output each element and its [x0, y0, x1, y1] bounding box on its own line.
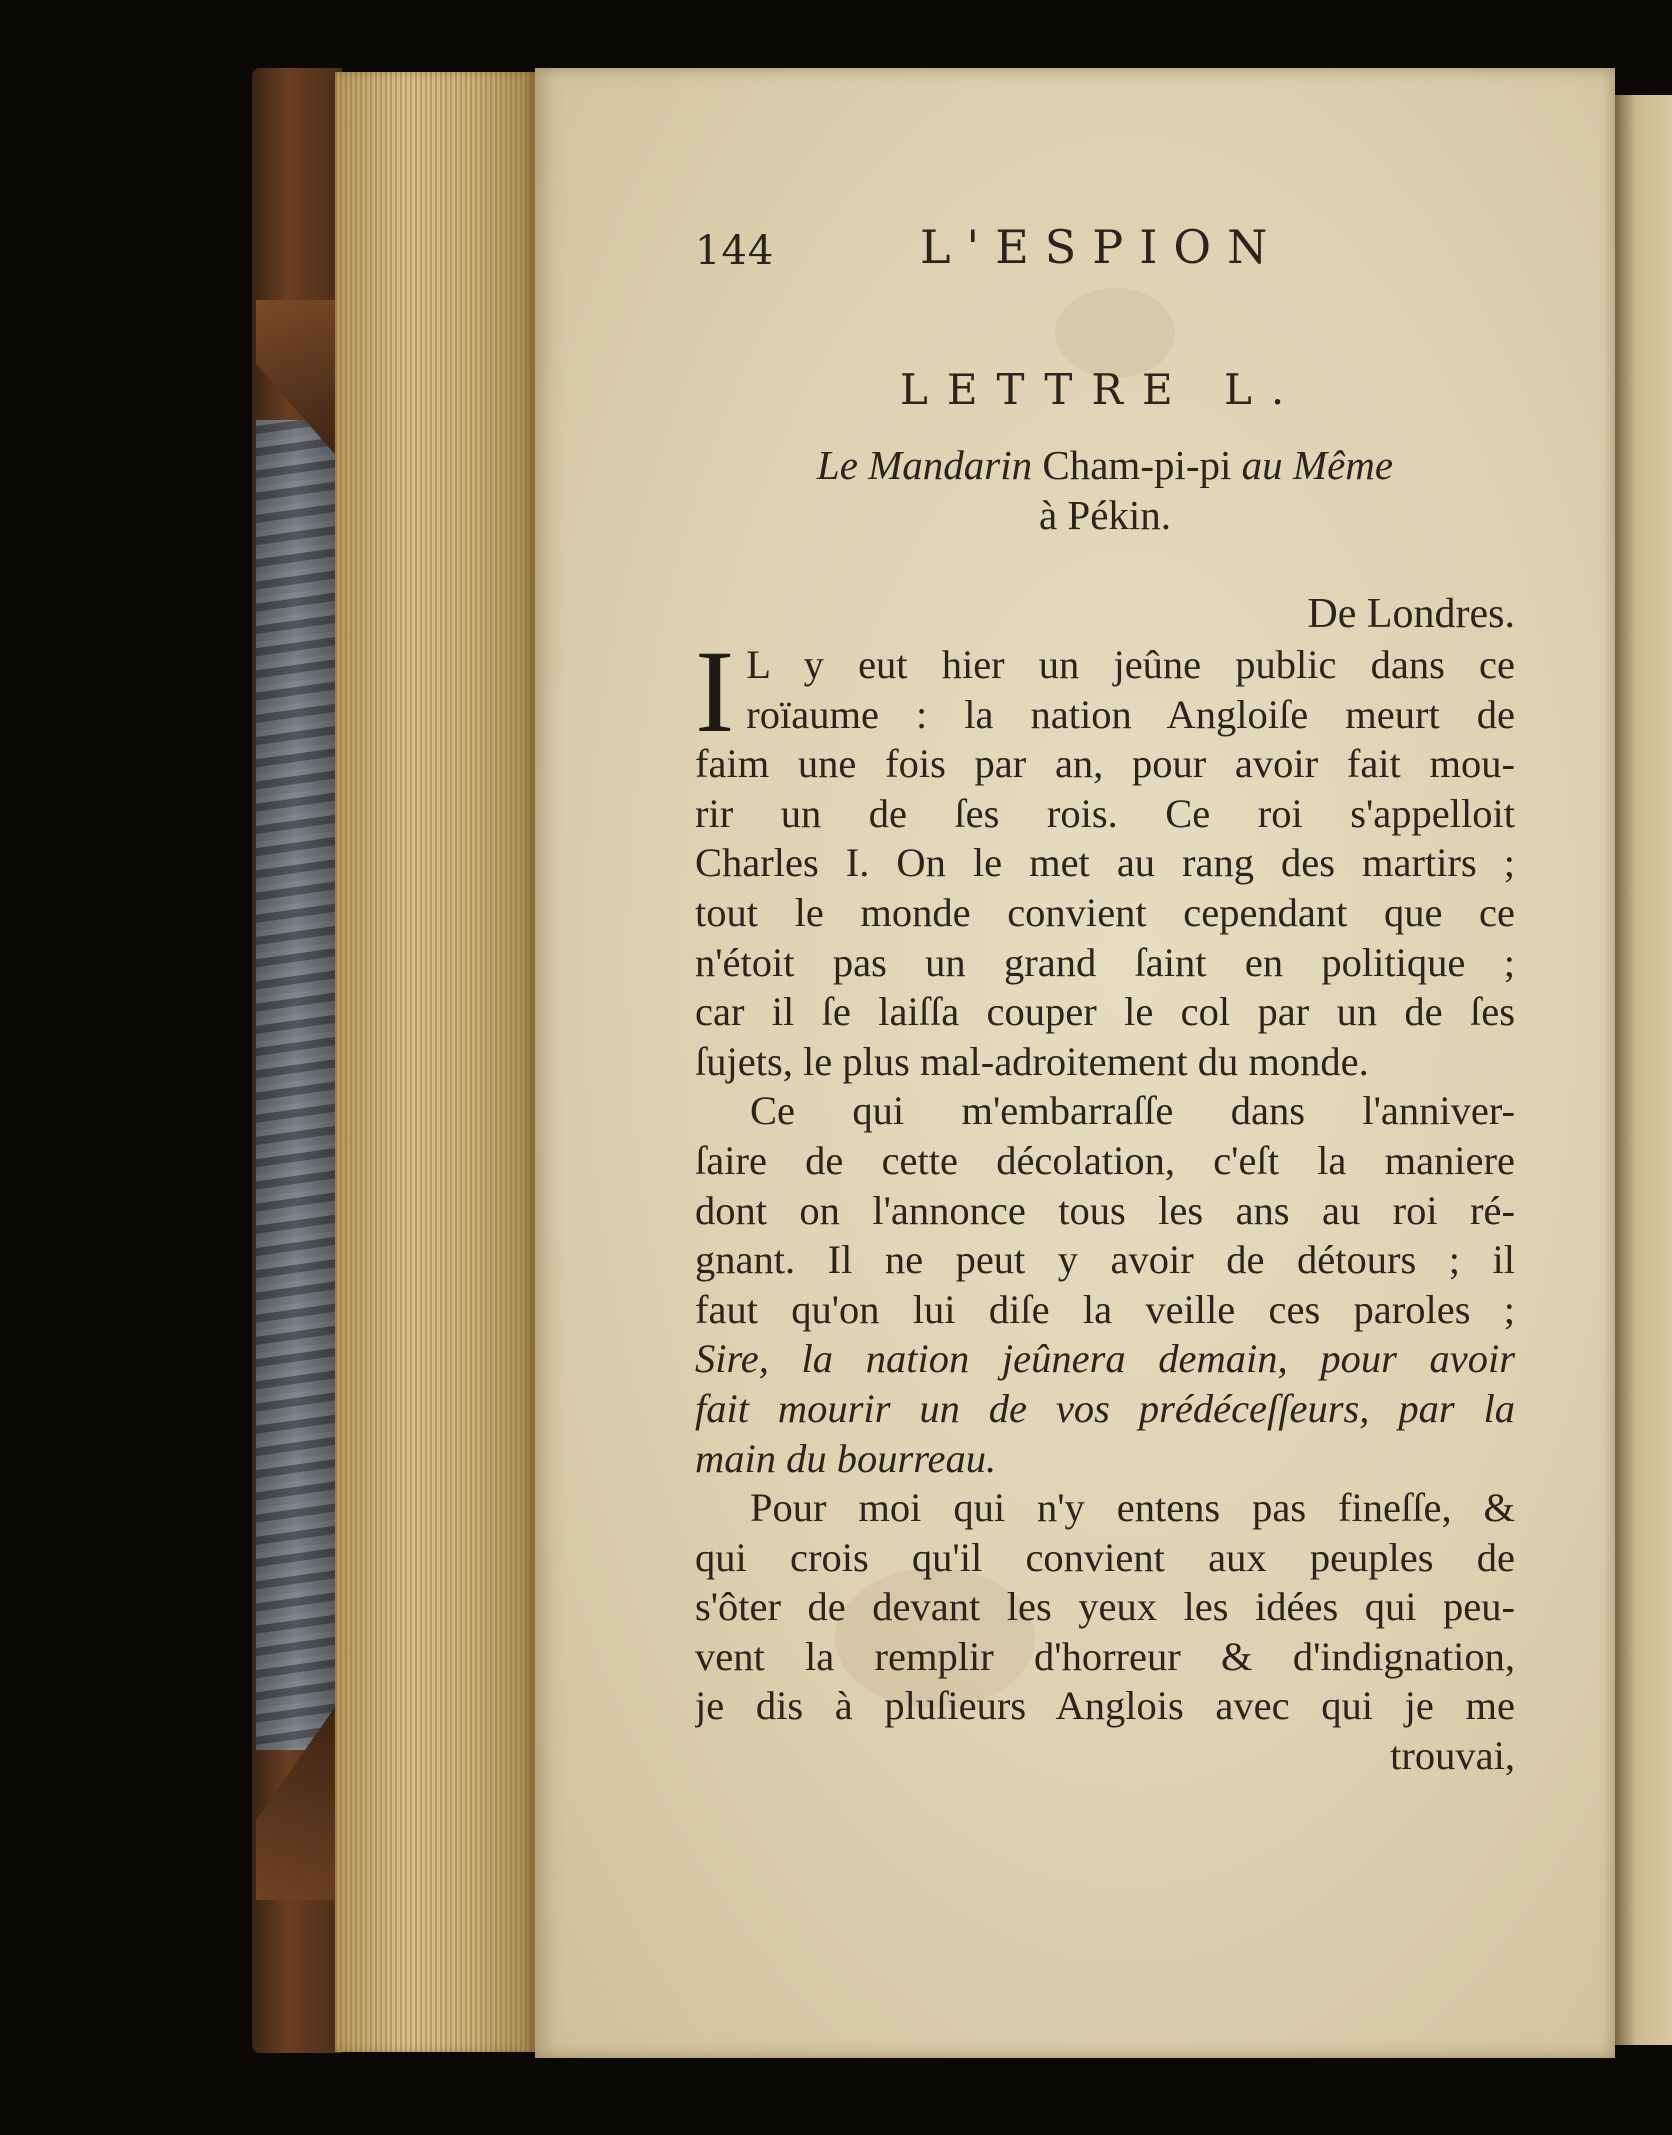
body-line: je dis à pluſieurs Anglois avec qui je me [695, 1683, 1515, 1729]
body-line: roïaume : la nation Angloiſe meurt de [746, 691, 1515, 737]
subtitle-part2: au [1241, 442, 1283, 488]
body-line: car il ſe laiſſa couper le col par un de ſes [695, 989, 1515, 1035]
body-line: n'étoit pas un grand ſaint en politique ; [695, 939, 1515, 985]
letter-subtitle [745, 440, 1465, 540]
subtitle-name: Cham-pi-pi [1042, 442, 1232, 488]
body-line: s'ôter de devant les yeux les idées qui peu- [695, 1584, 1515, 1630]
body-line: ſaire de cette décolation, c'eſt la maniere [695, 1137, 1515, 1183]
letter-body [695, 626, 1515, 1781]
body-line: Sire, la nation jeûnera demain, pour avoir [695, 1336, 1515, 1382]
facing-page-edge [1612, 95, 1672, 2045]
body-line: vent la remplir d'horreur & d'indignation, [695, 1633, 1515, 1679]
body-line: dont on l'annonce tous les ans au roi ré- [695, 1187, 1515, 1233]
drop-cap: I [695, 626, 735, 757]
marbled-board [256, 420, 336, 1750]
running-title: L'ESPION [920, 220, 1284, 274]
body-line: ſujets, le plus mal-adroitement du monde. [695, 1038, 1369, 1084]
page-number: 144 [695, 228, 775, 274]
page-edges [335, 72, 535, 2052]
body-line: gnant. Il ne peut y avoir de détours ; il [695, 1237, 1515, 1283]
body-line: qui crois qu'il convient aux peuples de [695, 1534, 1515, 1580]
body-line: fait mourir un de vos prédéceſſeurs, par la [695, 1385, 1515, 1431]
body-line: L y eut hier un jeûne public dans ce [746, 642, 1515, 687]
body-line: Charles I. On le met au rang des martirs ; [695, 840, 1515, 886]
letter-heading: LETTRE L. [900, 365, 1304, 414]
catchword: trouvai, [1390, 1733, 1515, 1779]
body-line: Pour moi qui n'y entens pas fineſſe, & [750, 1485, 1515, 1531]
body-line: Ce qui m'embarraſſe dans l'anniver- [750, 1088, 1515, 1134]
body-line: faut qu'on lui diſe la veille ces paroles ; [695, 1286, 1515, 1332]
subtitle-part3: Même [1292, 442, 1394, 488]
subtitle-line2: à Pékin. [1038, 492, 1172, 538]
body-line: tout le monde convient cependant que ce [695, 889, 1515, 935]
body-line: main du bourreau. [695, 1435, 997, 1481]
letter-place: De Londres. [1307, 591, 1515, 637]
subtitle-part1: Le Mandarin [816, 442, 1033, 488]
body-line: faim une fois par an, pour avoir fait mou- [695, 741, 1515, 787]
body-line: rir un de ſes rois. Ce roi s'appelloit [695, 790, 1515, 836]
